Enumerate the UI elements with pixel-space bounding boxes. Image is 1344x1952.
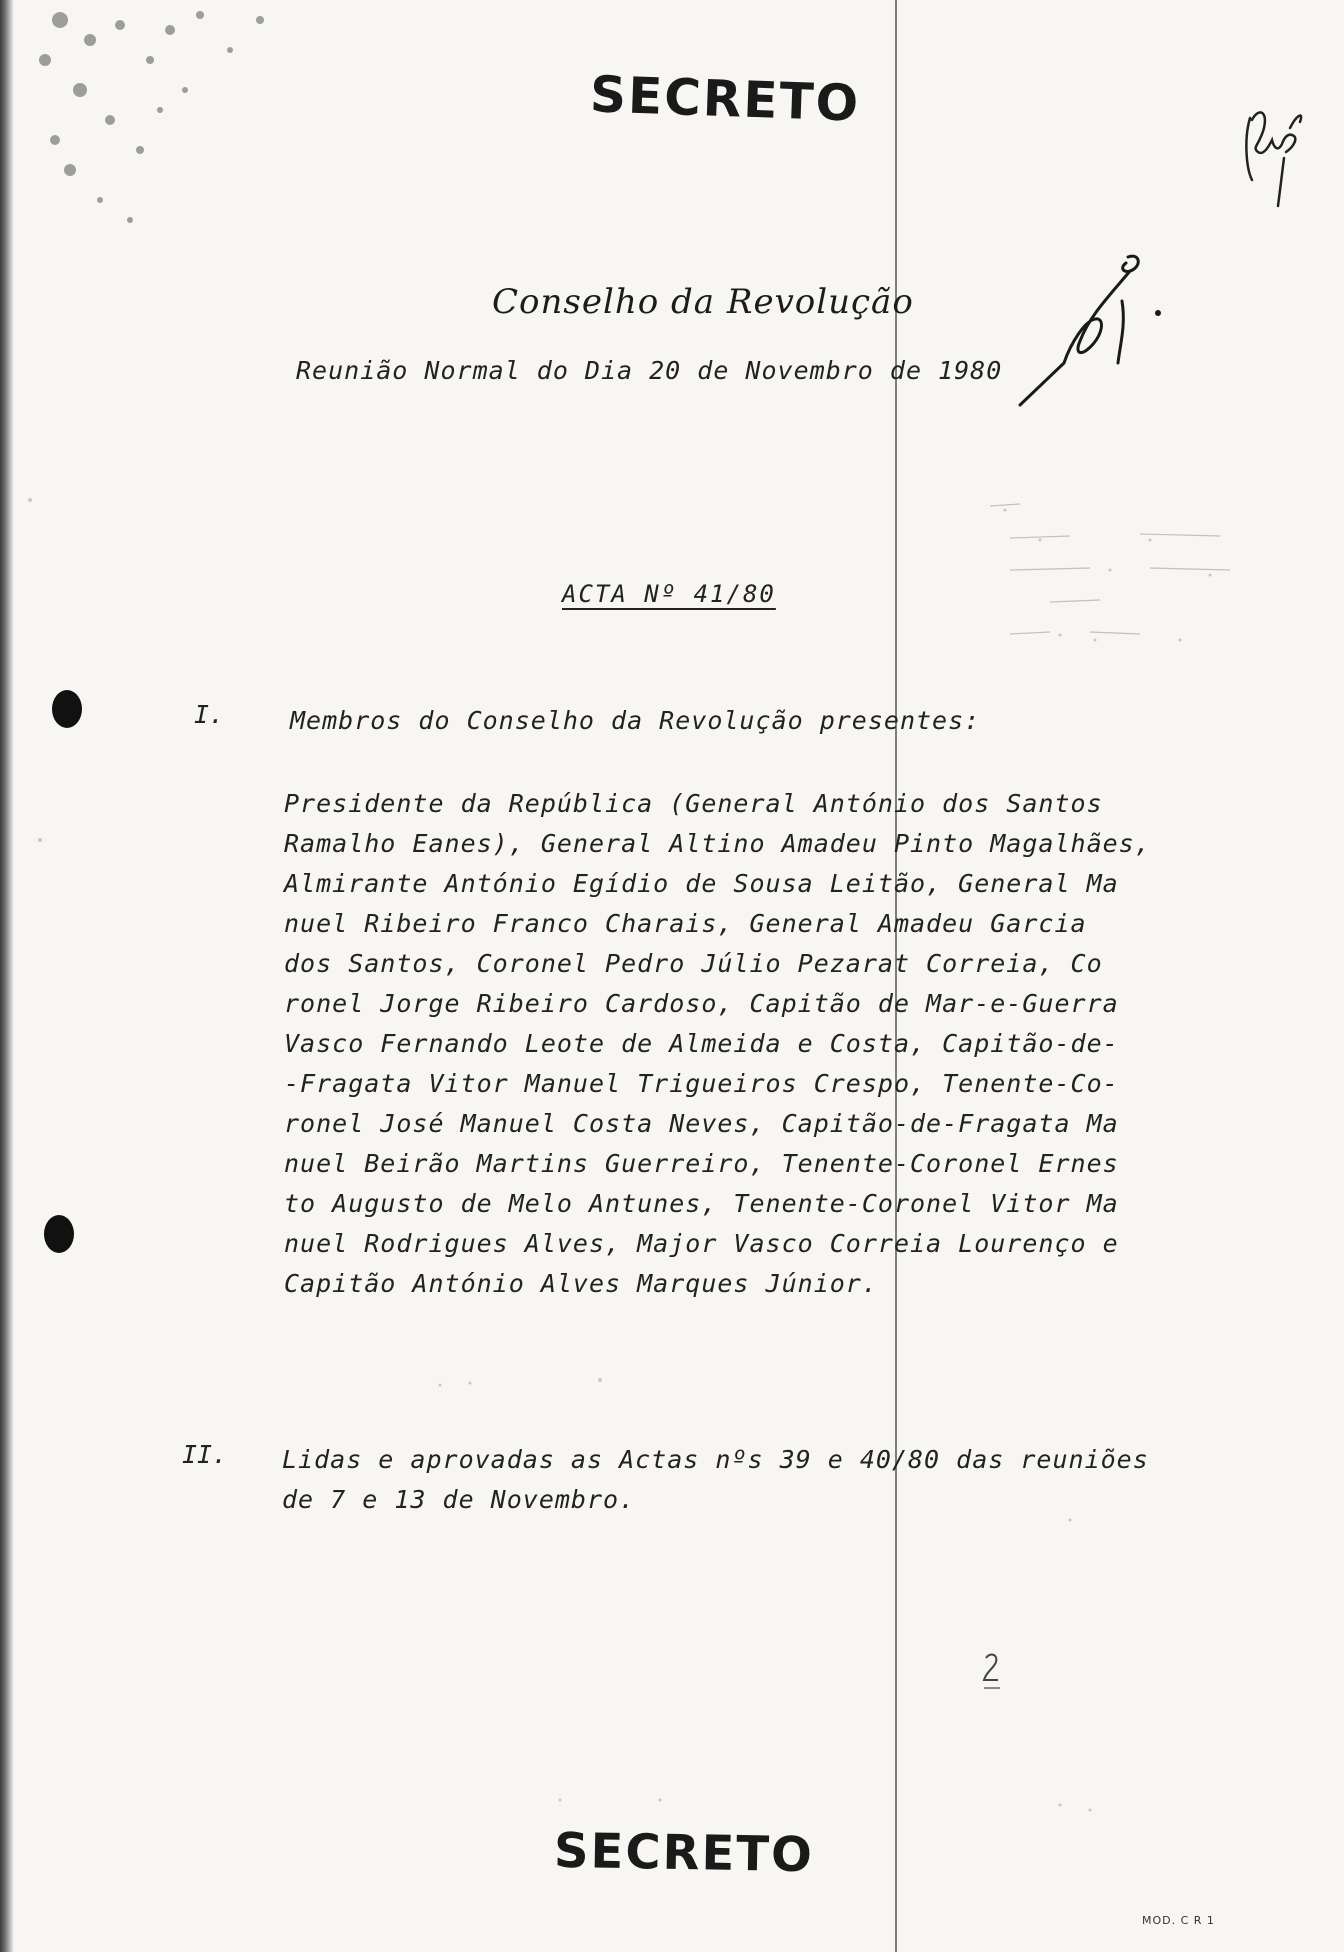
section-heading-members: Membros do Conselho da Revolução presentes: [290, 706, 981, 735]
binder-hole-bottom [44, 1215, 74, 1253]
paragraph-line: nuel Beirão Martins Guerreiro, Tenente-Coronel Ernes [284, 1149, 1119, 1178]
paragraph-line: ronel Jorge Ribeiro Cardoso, Capitão de Mar-e-Guerra [284, 989, 1119, 1018]
approval-paragraph [282, 1440, 1149, 1520]
paragraph-line: to Augusto de Melo Antunes, Tenente-Coronel Vitor Ma [284, 1189, 1119, 1218]
binder-hole-top [52, 690, 82, 728]
scan-left-edge [0, 0, 14, 1952]
initials-signature [1238, 88, 1308, 208]
paragraph-line: -Fragata Vitor Manuel Trigueiros Crespo, Tenente-Co- [284, 1069, 1119, 1098]
handwritten-page-mark [980, 1650, 1004, 1696]
paragraph-line: nuel Ribeiro Franco Charais, General Amadeu Garcia [284, 909, 1087, 938]
secret-stamp-bottom: SECRETO [553, 1822, 815, 1884]
paragraph-line: Lidas e aprovadas as Actas nºs 39 e 40/80 das reuniões [282, 1445, 1149, 1474]
paragraph-line: de 7 e 13 de Novembro. [282, 1485, 636, 1514]
secret-stamp-top: SECRETO [589, 65, 862, 133]
acta-number-title: ACTA Nº 41/80 [562, 580, 776, 608]
faded-annotation [990, 492, 1250, 652]
paragraph-line: Vasco Fernando Leote de Almeida e Costa, Capitão-de- [284, 1029, 1119, 1058]
form-code: MOD. C R 1 [1142, 1914, 1215, 1927]
meeting-date-line: Reunião Normal do Dia 20 de Novembro de 1980 [296, 356, 1003, 385]
paragraph-line: Almirante António Egídio de Sousa Leitão, General Ma [284, 869, 1119, 898]
rubric-signature [1010, 245, 1180, 415]
paragraph-line: Presidente da República (General António dos Santos [284, 789, 1103, 818]
council-title: Conselho da Revolução [492, 282, 914, 322]
paragraph-line: Capitão António Alves Marques Júnior. [284, 1269, 878, 1298]
section-number-2: II. [182, 1440, 228, 1469]
section-number-1: I. [194, 700, 225, 729]
paragraph-line: dos Santos, Coronel Pedro Júlio Pezarat Correia, Co [284, 949, 1103, 978]
paragraph-line: nuel Rodrigues Alves, Major Vasco Correia Lourenço e [284, 1229, 1119, 1258]
paragraph-line: ronel José Manuel Costa Neves, Capitão-de-Fragata Ma [284, 1109, 1119, 1138]
paragraph-line: Ramalho Eanes), General Altino Amadeu Pinto Magalhães, [284, 829, 1151, 858]
members-list-paragraph [284, 784, 1184, 1304]
